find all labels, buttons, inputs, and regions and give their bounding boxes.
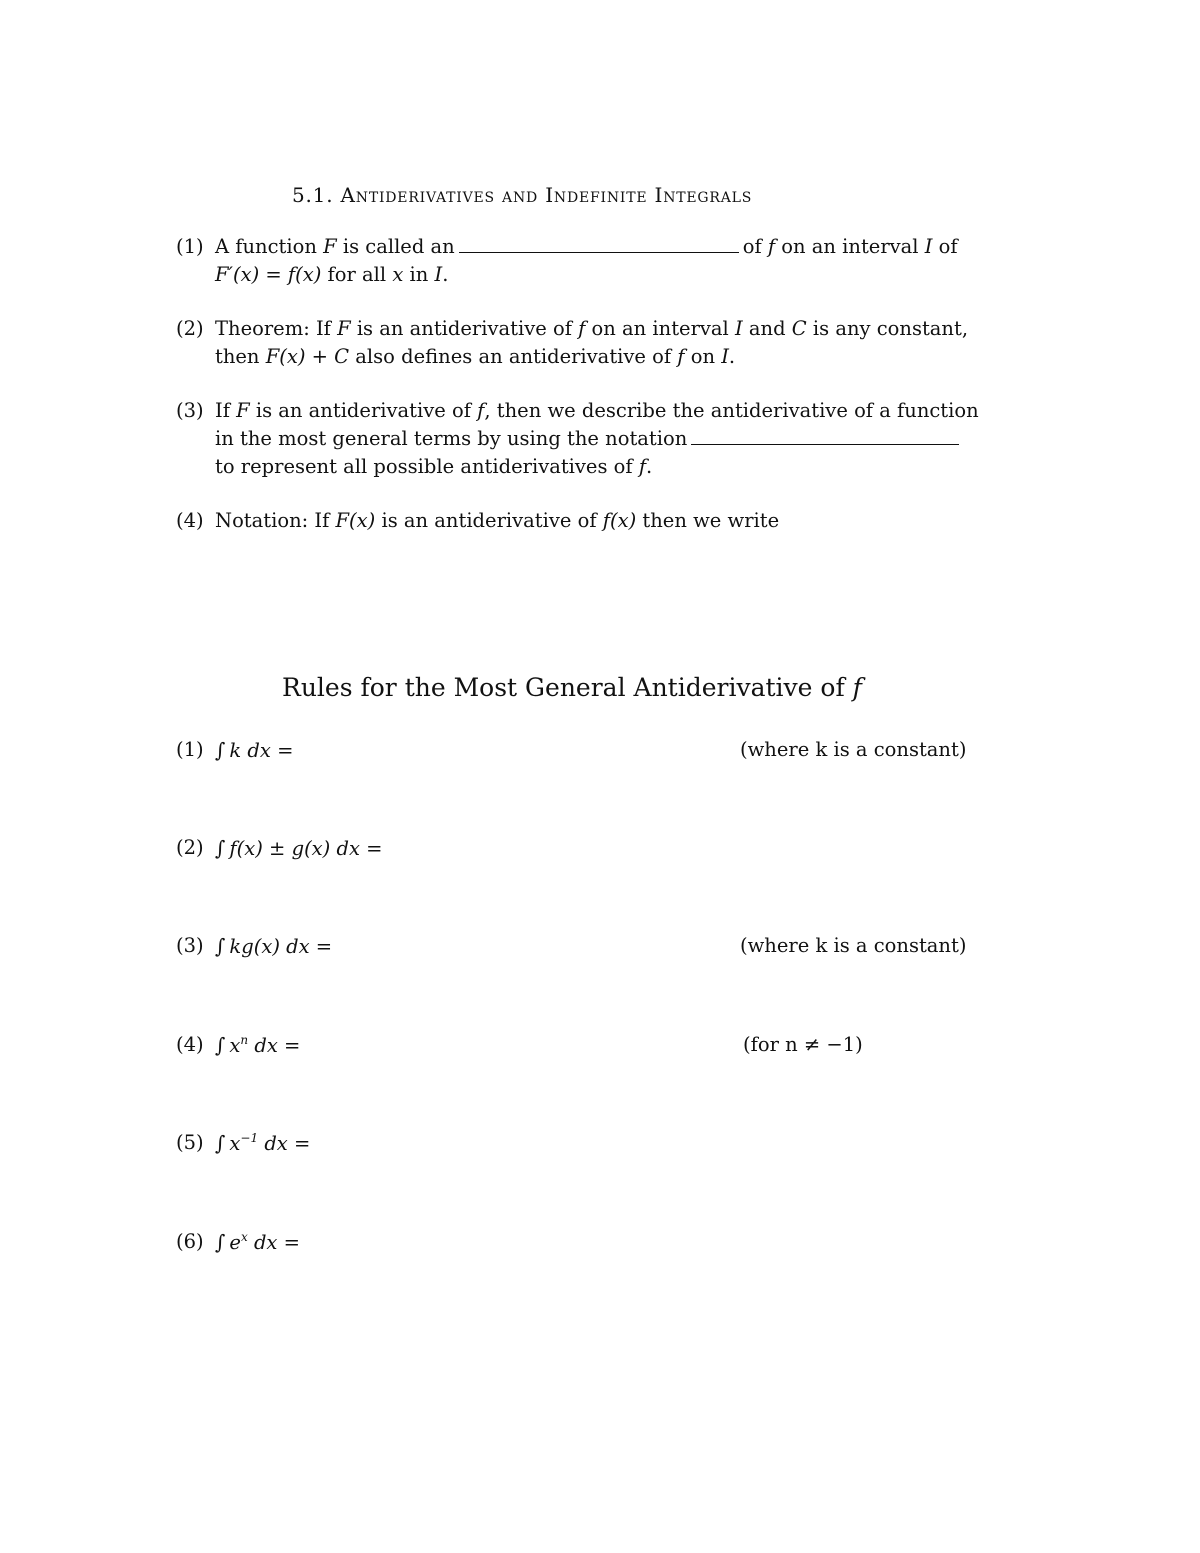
rule-number: (2) xyxy=(176,836,204,859)
item-number: (2) xyxy=(176,317,204,340)
rule-expression: ∫ f(x) ± g(x) dx = xyxy=(215,836,383,860)
item-body xyxy=(215,315,991,371)
rule-expression: ∫ k dx = xyxy=(215,738,294,762)
theorem-item-2 xyxy=(176,315,991,371)
item-body xyxy=(215,233,991,289)
rule-number: (3) xyxy=(176,934,204,957)
integral-sign: ∫ xyxy=(215,1230,226,1254)
section-title: 5.1. Antiderivatives and Indefinite Integrals xyxy=(292,183,753,207)
rule-condition: (where k is a constant) xyxy=(740,738,967,761)
integral-sign: ∫ xyxy=(215,1131,226,1155)
integral-sign: ∫ xyxy=(215,738,226,762)
definition-item-1 xyxy=(176,233,991,289)
rules-title: Rules for the Most General Antiderivative of f xyxy=(282,673,862,702)
item-line: Theorem: If F is an antiderivative of f on an interval I and C is any constant, xyxy=(215,317,969,340)
rule-condition: (where k is a constant) xyxy=(740,934,967,957)
item-line: F′(x) = f(x) for all x in I. xyxy=(215,263,449,286)
rule-condition: (for n ≠ −1) xyxy=(743,1033,863,1056)
notation-item-3 xyxy=(176,397,991,481)
item-line: then F(x) + C also defines an antiderivative of f on I. xyxy=(215,345,736,368)
item-line: in the most general terms by using the notation xyxy=(215,425,991,453)
item-number: (1) xyxy=(176,235,204,258)
rule-expression: ∫ kg(x) dx = xyxy=(215,934,333,958)
rule-number: (6) xyxy=(176,1230,204,1253)
rule-number: (5) xyxy=(176,1131,204,1154)
item-body xyxy=(215,397,991,481)
integral-sign: ∫ xyxy=(215,836,226,860)
rule-number: (1) xyxy=(176,738,204,761)
rule-expression: ∫ $x^{-1}$ dx = xyxy=(215,1131,311,1155)
item-line: Notation: If F(x) is an antiderivative of f(x) then we write xyxy=(215,509,780,532)
integral-sign: ∫ xyxy=(215,1033,226,1057)
item-line: If F is an antiderivative of f, then we describe the antiderivative of a function xyxy=(215,399,979,422)
item-number: (4) xyxy=(176,509,204,532)
item-line: to represent all possible antiderivatives of f. xyxy=(215,455,653,478)
item-body xyxy=(215,507,991,535)
notation-item-4 xyxy=(176,507,991,535)
integral-sign: ∫ xyxy=(215,934,226,958)
rule-expression: ∫ $x^n$ dx = xyxy=(215,1033,301,1057)
fill-in-blank[interactable] xyxy=(691,426,959,445)
rule-expression: ∫ $e^x$ dx = xyxy=(215,1230,300,1254)
item-number: (3) xyxy=(176,399,204,422)
item-line: A function F is called an of f on an interval I of xyxy=(215,235,958,258)
rule-number: (4) xyxy=(176,1033,204,1056)
fill-in-blank[interactable] xyxy=(459,234,739,253)
